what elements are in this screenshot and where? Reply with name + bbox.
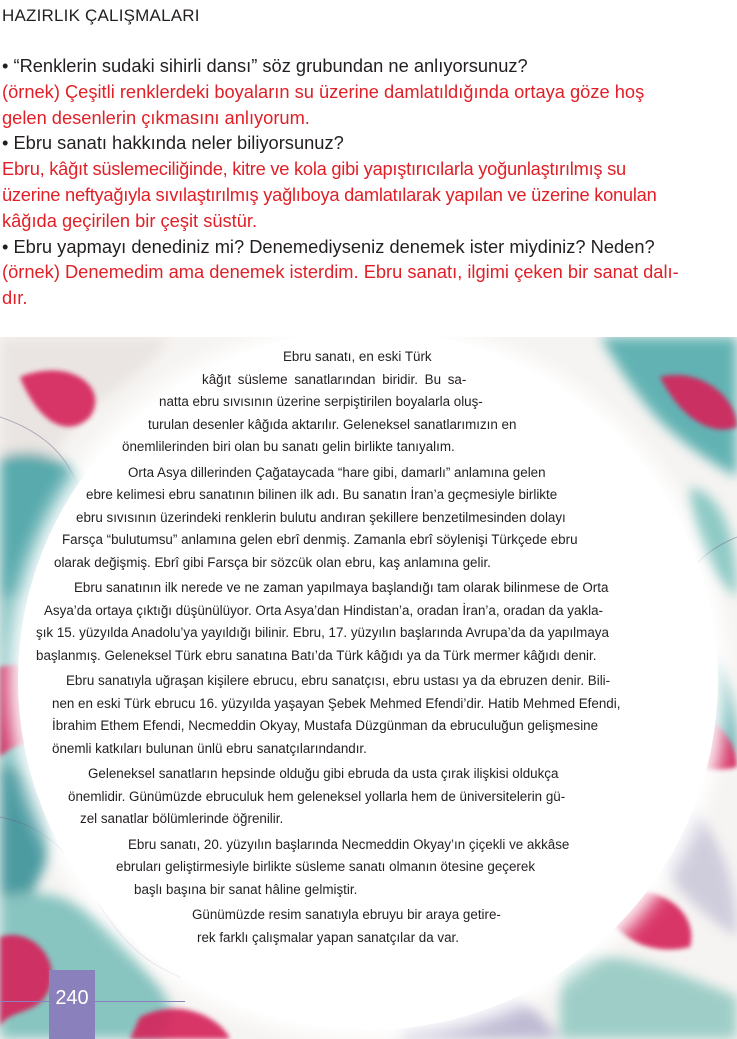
paragraph-5-line: Geleneksel sanatların hepsinde olduğu gibi ebruda da usta çırak ilişkisi oldukça: [88, 766, 559, 781]
paragraph-4: [0, 670, 737, 760]
paragraph-3-line: Asya’da ortaya çıktığı düşünülüyor. Orta Asya’dan Hindistan’a, oradan İran’a, oradan da yakla-: [44, 602, 604, 618]
paragraph-2-line: ebru sıvısının üzerindeki renklerin bulutu andıran şekillere benzetilmesinden dolayı: [76, 509, 566, 525]
paragraph-1-line: turulan desenler kâğıda aktarılır. Geleneksel sanatlarımızın en: [148, 416, 517, 432]
paragraph-6-line: başlı başına bir sanat hâline gelmiştir.: [134, 881, 358, 897]
question-3: • Ebru yapmayı denediniz mi? Denemediyseniz denemek ister miydiniz? Neden?: [2, 235, 655, 257]
section-heading: HAZIRLIK ÇALIŞMALARI: [2, 6, 200, 25]
paragraph-3-line: şık 15. yüzyılda Anadolu’ya yayıldığı bilinir. Ebru, 17. yüzyılın başlarında Avrupa’da da yapılmaya: [36, 625, 609, 640]
paragraph-6-line: Ebru sanatı, 20. yüzyılın başlarında Necmeddin Okyay’ın çiçekli ve akkâse: [128, 836, 570, 852]
paragraph-2-line: Farsça “bulutumsu” anlamına gelen ebrî denmiş. Zamanla ebrî söylenişi Türkçede ebru: [62, 532, 578, 547]
answer-2-line-3: kâğıda geçirilen bir çeşit süstür.: [2, 209, 258, 231]
answer-3-line-2: dır.: [2, 287, 28, 309]
paragraph-3-line: Ebru sanatının ilk nerede ve ne zaman yapılmaya başlandığı tam olarak bilinmese de Orta: [74, 580, 609, 595]
answer-2-line-1: Ebru, kâğıt süslemeciliğinde, kitre ve kola gibi yapıştırıcılarla yoğunlaştırılmış su: [2, 158, 626, 180]
answer-3-line-1: (örnek) Denemedim ama denemek isterdim. Ebru sanatı, ilgimi çeken bir sanat dalı-: [2, 261, 679, 283]
paragraph-6-line: ebruları geliştirmesiyle birlikte süsleme sanatı olmanın ötesine geçerek: [116, 859, 536, 874]
answer-1-line-1: (örnek) Çeşitli renklerdeki boyaların su üzerine damlatıldığında ortaya göze hoş: [2, 80, 645, 102]
paragraph-1: [0, 346, 737, 459]
paragraph-5: [0, 763, 737, 831]
answer-2-line-2: üzerine neftyağıyla sıvılaştırılmış yağlıboya damlatılarak yapılan ve üzerine konulan: [2, 183, 657, 205]
paragraph-1-line: önemlilerinden biri olan bu sanatı gelin birlikte tanıyalım.: [122, 439, 455, 454]
paragraph-4-line: İbrahim Ethem Efendi, Necmeddin Okyay, Mustafa Düzgünman da ebruculuğun gelişmesine: [52, 718, 599, 733]
page-number-tab: [49, 970, 95, 1039]
paragraph-7-line: Günümüzde resim sanatıyla ebruyu bir araya getire-: [192, 907, 501, 922]
preparation-questions: [2, 53, 735, 311]
question-1: • “Renklerin sudaki sihirli dansı” söz grubundan ne anlıyorsunuz?: [2, 55, 528, 76]
paragraph-7-line: rek farklı çalışmalar yapan sanatçılar da var.: [197, 929, 459, 945]
paragraph-5-line: önemlidir. Günümüzde ebruculuk hem geleneksel yollarla hem de üniversitelerin gü-: [68, 788, 566, 804]
question-2: • Ebru sanatı hakkında neler biliyorsunuz?: [2, 132, 344, 154]
paragraph-2: [0, 462, 737, 575]
paragraph-3-line: başlanmış. Geleneksel Türk ebru sanatına Batı’da Türk kâğıdı ya da Türk mermer kâğıdı denir.: [36, 647, 597, 663]
paragraph-6: [0, 834, 737, 902]
paragraph-5-line: zel sanatlar bölümlerinde öğrenilir.: [80, 811, 284, 826]
paragraph-1-line: natta ebru sıvısının üzerine serpiştirilen boyalarla oluş-: [159, 394, 483, 409]
paragraph-2-line: Orta Asya dillerinden Çağataycada “hare gibi, damarlı” anlamına gelen: [128, 464, 546, 480]
paragraph-4-line: Ebru sanatıyla uğraşan kişilere ebrucu, ebru sanatçısı, ebru ustası ya da ebruzen denir. Bili-: [66, 673, 611, 688]
paragraph-1-line: kâğıt süsleme sanatlarından biridir. Bu sa-: [202, 371, 467, 387]
paragraph-2-line: ebre kelimesi ebru sanatının bilinen ilk adı. Bu sanatın İran’a geçmesiyle birlikte: [86, 487, 558, 502]
page-number: 240: [55, 987, 89, 1009]
article-body: [0, 346, 737, 952]
paragraph-3: [0, 577, 737, 667]
paragraph-7: [0, 904, 737, 949]
paragraph-1-line: Ebru sanatı, en eski Türk: [283, 349, 432, 364]
paragraph-2-line: olarak değişmiş. Ebrî gibi Farsça bir sözcük olan ebru, kaş anlamına gelir.: [54, 554, 491, 570]
answer-1-line-2: gelen desenlerin çıkmasını anlıyorum.: [2, 106, 310, 128]
paragraph-4-line: önemli katkıları bulunan ünlü ebru sanatçılarındandır.: [52, 740, 367, 756]
paragraph-4-line: nen en eski Türk ebrucu 16. yüzyılda yaşayan Şebek Mehmed Efendi’dir. Hatib Mehmed Efendi,: [52, 695, 621, 711]
